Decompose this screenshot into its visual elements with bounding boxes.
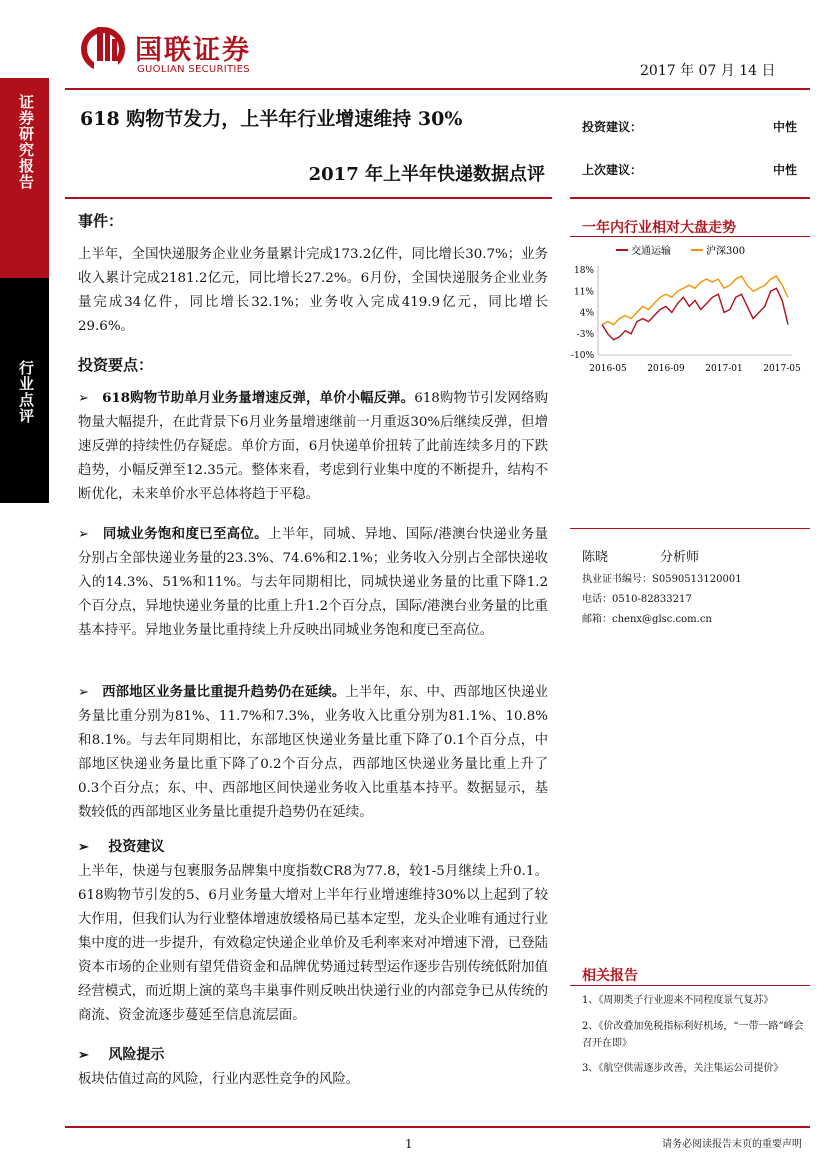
series-line-交通运输 xyxy=(602,288,788,340)
sidebar-category-band xyxy=(0,78,49,278)
rating-previous-label: 上次建议： xyxy=(582,163,643,177)
related-item[interactable]: 3、《航空供需逐步改善，关注集运公司提价》 xyxy=(582,1063,784,1074)
sidebar-category-label: 证券研究报告 xyxy=(17,94,35,190)
analyst-name: 陈晓 xyxy=(582,550,609,565)
bullet-arrow-icon: ➢ xyxy=(78,527,89,542)
footer-divider xyxy=(65,1126,810,1128)
sidebar-type-band xyxy=(0,278,49,503)
header-divider xyxy=(65,88,810,90)
advice-text: 上半年，快递与包裹服务品牌集中度指数CR8为77.8，较1-5月继续上升0.1。618购物节引发的5、6月业务量大增对上半年行业增速维持30%以上起到了较大作用，但我们认为行业整体增速放缓格局已基本定型，龙头企业唯有通过行业集中度的进一步提升，有效稳定快递企业单价及毛利率来对冲增速下滑，已登陆资本市场的企业则有望凭借资金和品牌优势通过转型运作逐步告别传统低附加值经营模式，而近期上演的菜鸟丰巢事件则反映出快递行业的内部竞争已从传统的商流、资金流逐步蔓延至信息流层面。 xyxy=(78,864,548,1023)
chart-legend xyxy=(616,244,745,257)
title-divider xyxy=(65,197,552,199)
risk-text: 板块估值过高的风险，行业内恶性竞争的风险。 xyxy=(78,1072,360,1087)
guolian-logo-icon xyxy=(80,25,126,71)
point-lead: 同城业务饱和度已至高位。 xyxy=(102,526,269,542)
y-tick-label: 4% xyxy=(579,308,594,319)
chart-series xyxy=(602,276,788,340)
footer-disclaimer: 请务必阅读报告末页的重要声明 xyxy=(662,1139,802,1150)
analyst-license: 执业证书编号：S0590513120001 xyxy=(582,574,742,585)
advice-heading: 投资建议 xyxy=(108,839,165,855)
risk-heading: 风险提示 xyxy=(108,1047,165,1063)
page-number: 1 xyxy=(405,1137,413,1151)
point-text: 618购物节引发网络购物量大幅提升，在此背景下6月业务量增速继前一月重返30%后继续反弹，但增速反弹的持续性仍存疑虑。单价方面，6月快递单价扭转了此前连续多月的下跌趋势，小幅反弹至12.35元。整体来看，考虑到行业集中度的不断提升，结构不断优化，未来单价水平总体将趋于平稳。 xyxy=(78,391,549,502)
x-tick-label: 2016-05 xyxy=(589,364,627,374)
point-text: 上半年，东、中、西部地区快递业务量比重分别为81%、11.7%和7.3%，业务收入比重分别为81.1%、10.8%和8.1%。与去年同期相比，东部地区快递业务量比重下降了0.1个百分点，中部地区快递业务量比重下降了0.2个百分点，西部地区快递业务量比重上升了0.3个百分点；东、中、西部地区间快递业务收入比重基本持平。数据显示，基数较低的西部地区业务量比重提升趋势仍在延续。 xyxy=(78,685,549,820)
x-tick-label: 2017-01 xyxy=(705,364,743,374)
point-item-1 xyxy=(78,386,548,507)
y-tick-label: 18% xyxy=(573,266,594,276)
related-rule xyxy=(570,985,810,986)
rating-current-value: 中性 xyxy=(772,120,797,134)
analyst-rule xyxy=(570,528,810,529)
relative-performance-chart xyxy=(566,240,806,380)
related-title: 相关报告 xyxy=(582,968,638,984)
x-tick-label: 2016-09 xyxy=(647,364,685,374)
analyst-phone: 电话：0510-82833217 xyxy=(582,594,692,605)
point-item-2 xyxy=(78,522,548,643)
y-tick-label: -3% xyxy=(576,329,594,340)
analyst-email: 邮箱：chenx@glsc.com.cn xyxy=(582,614,712,625)
chart-title-rule xyxy=(570,236,810,237)
brand-name-cn: 国联证券 xyxy=(135,35,251,66)
rating-divider xyxy=(570,197,810,199)
report-date: 2017 年 07 月 14 日 xyxy=(640,63,776,79)
page-title: 618 购物节发力，上半年行业增速维持 30% xyxy=(80,108,463,130)
brand-name-en: GUOLIAN SECURITIES xyxy=(137,64,250,75)
analyst-role: 分析师 xyxy=(660,550,700,565)
bullet-arrow-icon: ➢ xyxy=(78,1048,89,1063)
x-tick-label: 2017-05 xyxy=(763,364,801,374)
risk-heading-row xyxy=(78,1044,164,1064)
y-tick-label: 11% xyxy=(573,287,594,298)
bullet-arrow-icon: ➢ xyxy=(78,840,89,855)
page-subtitle: 2017 年上半年快递数据点评 xyxy=(308,164,545,185)
point-lead: 西部地区业务量比重提升趋势仍在延续。 xyxy=(102,684,346,700)
chart-x-axis xyxy=(589,364,801,374)
legend-label-hs300: 沪深300 xyxy=(706,246,746,257)
advice-heading-row xyxy=(78,836,164,856)
related-item[interactable]: 1、《周期类子行业迎来不同程度景气复苏》 xyxy=(582,995,774,1006)
legend-label-transport: 交通运输 xyxy=(631,246,671,257)
bullet-arrow-icon: ➢ xyxy=(78,391,89,406)
related-item[interactable]: 2、《价改叠加免税指标利好机场，“一带一路”峰会召开在即》 xyxy=(582,1021,804,1049)
rating-current-label: 投资建议： xyxy=(582,120,643,134)
sidebar-type-label: 行业点评 xyxy=(17,360,35,424)
event-heading: 事件： xyxy=(78,212,124,230)
points-heading: 投资要点： xyxy=(78,356,154,374)
y-tick-label: -10% xyxy=(570,351,594,361)
rating-previous-value: 中性 xyxy=(772,163,797,177)
event-text: 上半年，全国快递服务企业业务量累计完成173.2亿件，同比增长30.7%；业务收入累计完成2181.2亿元，同比增长27.2%。6月份，全国快递服务企业业务量完成34亿件，同比增长32.1%；业务收入完成419.9亿元，同比增长29.6%。 xyxy=(78,247,548,334)
bullet-arrow-icon: ➢ xyxy=(78,685,89,700)
point-lead: 618购物节助单月业务量增速反弹，单价小幅反弹。 xyxy=(102,390,415,406)
chart-title: 一年内行业相对大盘走势 xyxy=(582,220,736,236)
point-text: 上半年，同城、异地、国际/港澳台快递业务量分别占全部快递业务量的23.3%、74.6%和2.1%；业务收入分别占全部快递收入的14.3%、51%和11%。与去年同期相比，同城快递业务量的比重下降1.2个百分点，异地快递业务量的比重上升1.2个百分点，国际/港澳台业务量的比重基本持平。异地业务量比重持续上升反映出同城业务饱和度已至高位。 xyxy=(78,527,548,638)
point-item-3 xyxy=(78,680,548,825)
